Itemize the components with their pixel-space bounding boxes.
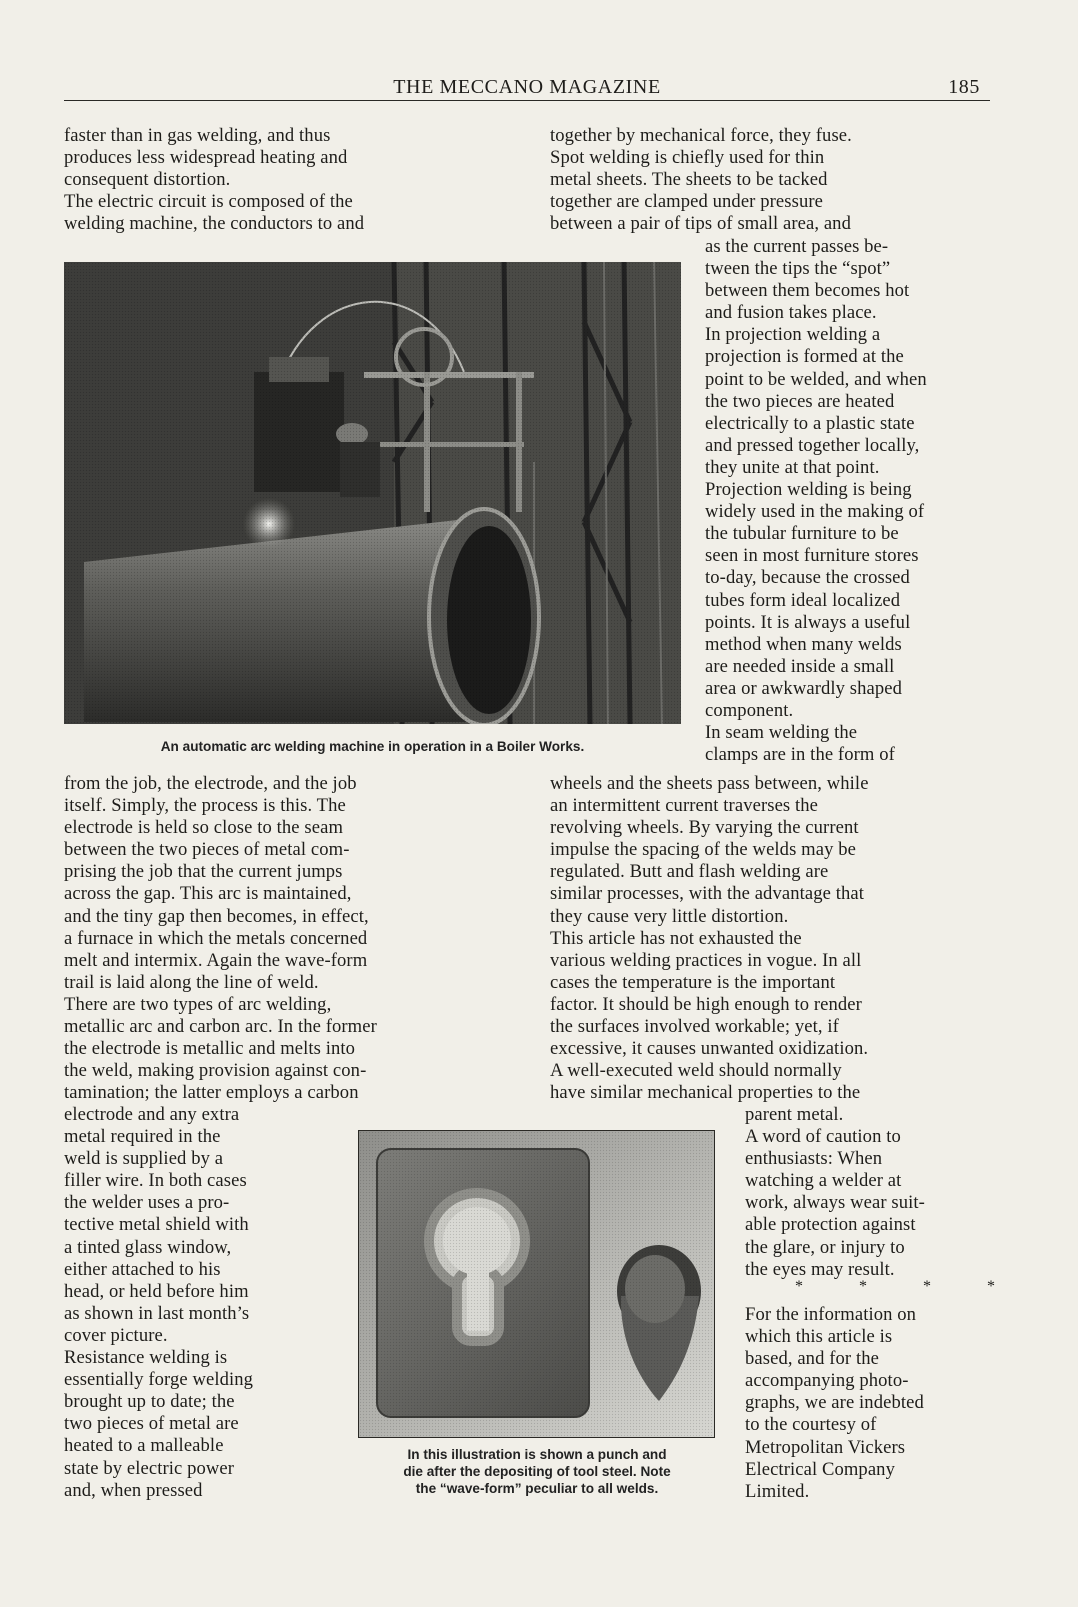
machine-photo-caption: An automatic arc welding machine in operation in a Boiler Works. xyxy=(160,739,585,754)
welding-machine-photo xyxy=(64,262,681,724)
section-separator: * * * * xyxy=(795,1278,1021,1295)
body-left-top: faster than in gas welding, and thus produces less widespread heating and consequent distortion. The electric circuit is composed of the welding machine, the conductors to and xyxy=(64,125,365,235)
body-left-narrow: electrode and any extra metal required in the weld is supplied by a filler wire. In both cases the welder uses a pro- tective metal shield with a tinted glass window, either attached to his head, or held before him as shown in last month’s cover picture. Resistance welding is essentially forge welding brought up to date; the two pieces of metal are heated to a malleable state by electric power and, when pressed xyxy=(64,1104,254,1501)
page-header xyxy=(64,74,990,101)
body-left-middle: from the job, the electrode, and the job itself. Simply, the process is this. The electrode is held so close to the seam between the two pieces of metal com- prising the job that the current jumps across the gap. This arc is maintained, and the tiny gap then becomes, in effect, a furnace in which the metals concerned melt and intermix. Again the wave-form trail is laid along the line of weld. There are two types of arc welding, metallic arc and carbon arc. In the former the electrode is metallic and melts into the weld, making provision against con- tamination; the latter employs a carbon xyxy=(64,773,377,1104)
die-photo-caption: In this illustration is shown a punch and die after the depositing of tool steel. Note the “wave-form” peculiar to all welds. xyxy=(403,1447,671,1496)
punch-and-die-photo xyxy=(358,1130,715,1438)
credits-paragraph: For the information on which this article is based, and for the accompanying photo- graphs, we are indebted to the courtesy of Metropolitan Vickers Electrical Company Limited. xyxy=(745,1304,924,1502)
body-right-middle: wheels and the sheets pass between, while an intermittent current traverses the revolving wheels. By varying the current impulse the spacing of the welds may be regulated. Butt and flash welding are similar processes, with the advantage that they cause very little distortion. This article has not exhausted the various welding practices in vogue. In all cases the temperature is the important factor. It should be high enough to render the surfaces involved workable; yet, if excessive, it causes unwanted oxidization. A well-executed weld should normally have similar mechanical properties to the xyxy=(550,773,869,1104)
body-right-top: together by mechanical force, they fuse. Spot welding is chiefly used for thin metal sheets. The sheets to be tacked together are clamped under pressure between a pair of tips of small area, and xyxy=(550,125,852,235)
page-number: 185 xyxy=(948,76,980,98)
magazine-title: THE MECCANO MAGAZINE xyxy=(393,76,661,98)
body-right-narrow-bottom: parent metal. A word of caution to enthusiasts: When watching a welder at work, always wear suit- able protection against the glare, or injury to the eyes may result. xyxy=(745,1104,925,1280)
body-right-narrow: as the current passes be- tween the tips the “spot” between them becomes hot and fusion takes place. In projection welding a projection is formed at the point to be welded, and when the two pieces are heated electrically to a plastic state and pressed together locally, they unite at that point. Projection welding is being widely used in the making of the tubular furniture to be seen in most furniture stores to-day, because the crossed tubes form ideal localized points. It is always a useful method when many welds are needed inside a small area or awkwardly shaped component. In seam welding the clamps are in the form of xyxy=(705,236,927,766)
